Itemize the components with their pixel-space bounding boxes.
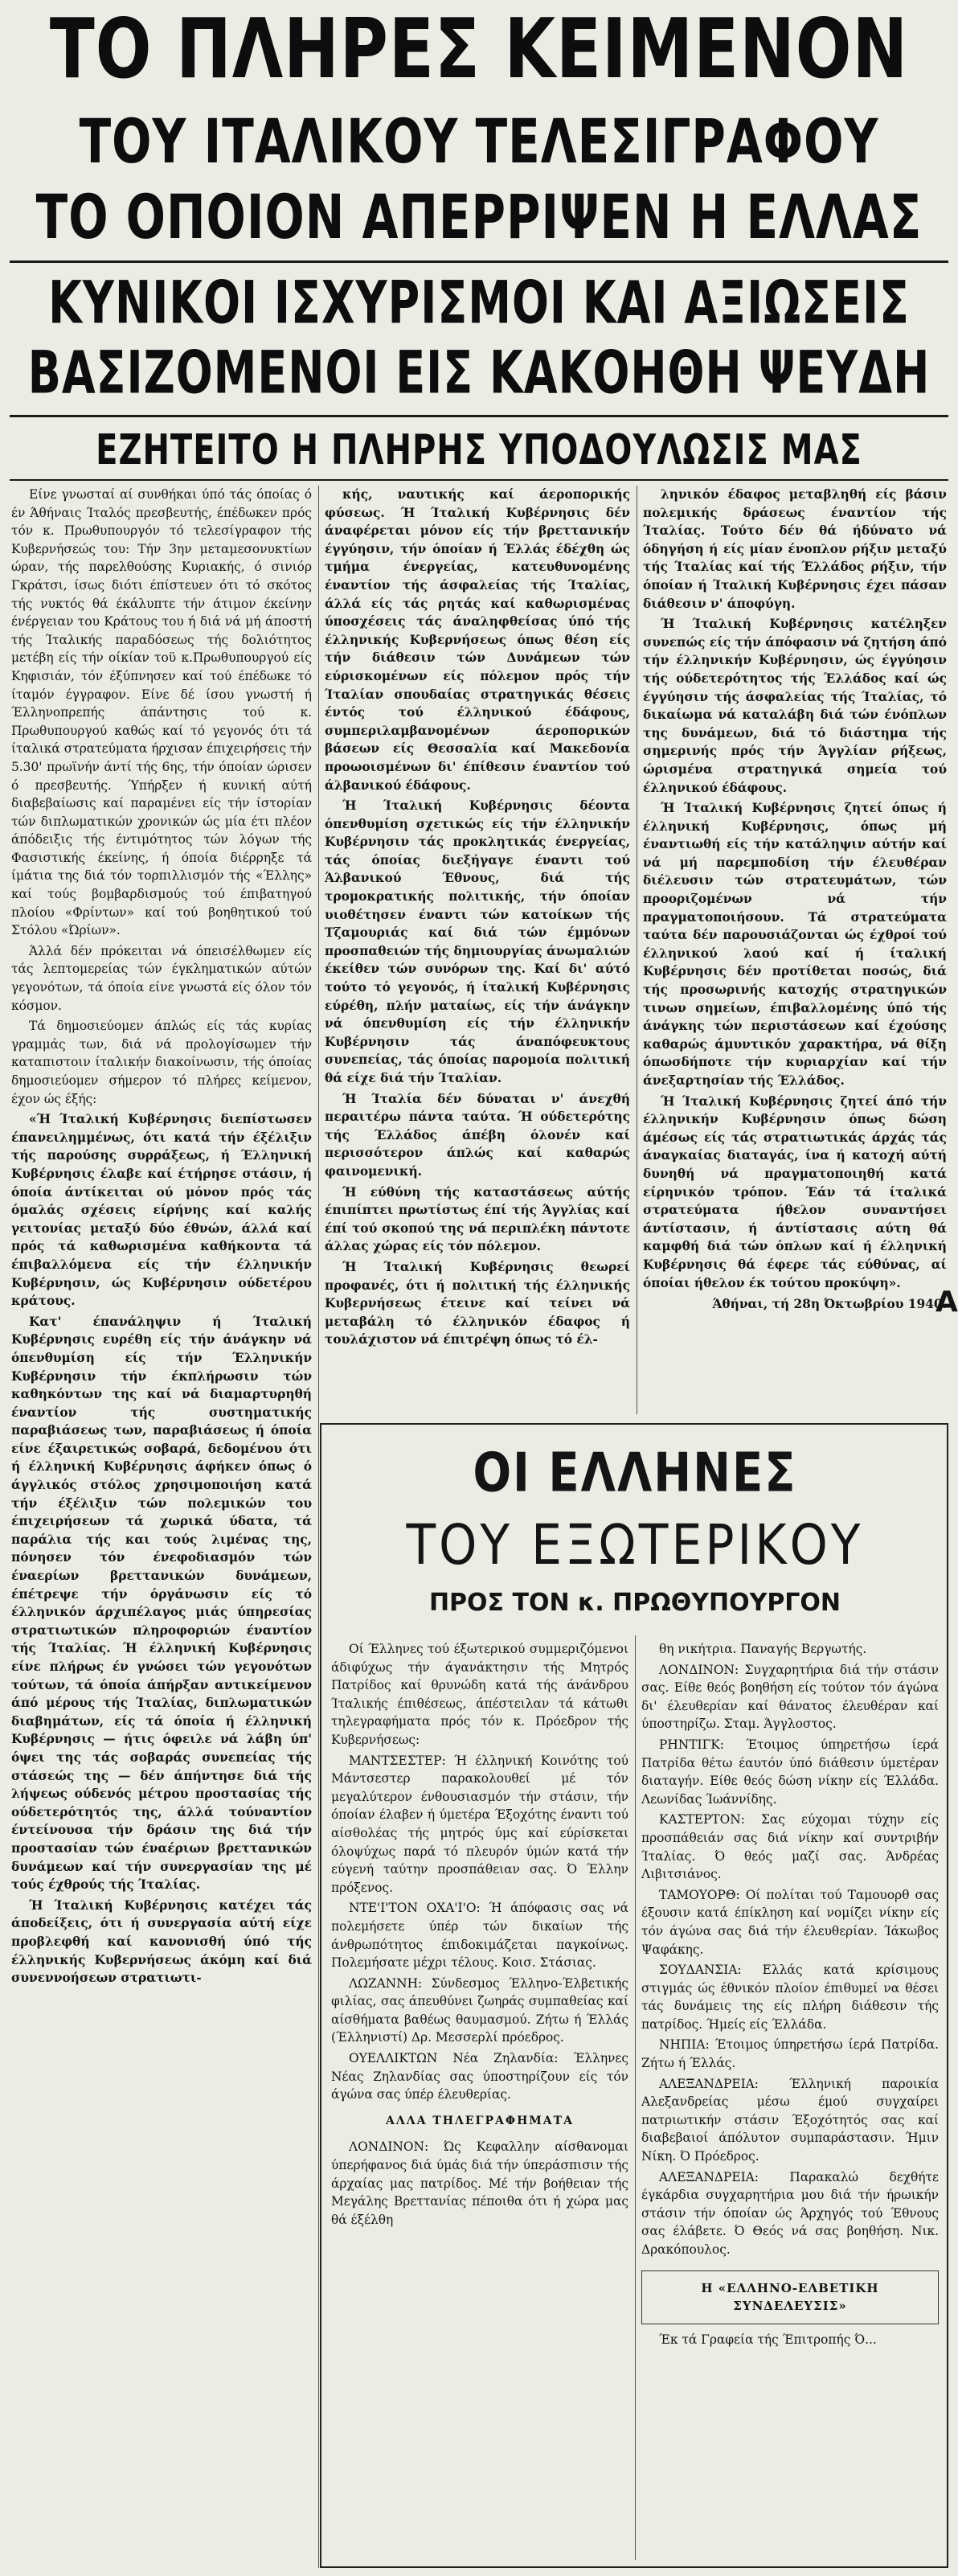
article-paragraph: Κατ' έπανάληψιν ή Ίταλική Κυβέρνησις ευρέθη είς τήν άνάγκην νά όπενθυμίση είς τήν Έλληνικήν Κυβέρνησιν τήν έκπλήρωσιν τών καθηκόντων της καί νά διαμαρτυρηθή έναντίον τής συστηματικής παραβιάσεως των, παραβιάσεως ή όποία είνε έξαιρετικώς σοβαρά, δεδομένου ότι ή έλληνική Κυβέρνησις άφήκεν όπως ό άγγλικός στόλος χρησιμοποιήση κατά τήν έξέλιξιν τών πολεμικών του έπιχειρήσεων τά χωρικά ύδατα, τά παράλια τής και τούς λιμένας της, πόνησεν τόν ένεφοδιασμόν τών έναερίων βρεττανικών δυνάμεων, έπέτρεψε τήν όργάνωσιν είς τό έλληνικόν άρχιπέλαγος μιάς ύπηρεσίας στρατιωτικών πληροφοριών έναντίον τής Ίταλίας. Ή έλληνική Κυβέρνησις είνε πλήρως έν γνώσει τών γεγονότων τούτων, τά όποία άπήρξαν αντικείμενον άπό μέρους τής Ίταλίας, διπλωματικών διαβημάτων, είς τά όποία ή έλληνική Κυβέρνησις — ήτις όφειλε νά λάβη ύπ' όψει της τάς σοβαράς συνεπείας τής στάσεώς της — δέν άπήντησε διά τής λήψεως ούδενός μέτρου προστασίας τής ούδετερότητός της, άλλά τούναντίον έντείνουσα τήν δράσιν της διά τήν προστασίαν τών έναέριων βρεττανικών δυνάμεων καί τήν συνεργασίαν της μέ τούς έχθρούς τής Ίταλίας. [11,1314,312,1893]
article-column-3 [643,486,947,1414]
box-paragraph: Έκ τά Γραφεία τής Έπιτροπής Ό... [659,2332,877,2347]
article-paragraph: «Ή Ίταλική Κυβέρνησις διεπίστωσεν έπανειλημμένως, ότι κατά τήν έξέλιξιν τής παρούσης συρράξεως, ή Έλληνική Κυβέρνησις έλαβε καί έτήρησε στάσιν, ή όποία άντίκειται ού μόνον πρός τάς όμαλάς σχέσεις είρήνης καί καλής γειτονίας μεταξύ δύο έθνών, άλλά καί πρός τά καθωρισμένα καθήκοντα τά έπιβαλλόμενα είς τήν έλληνικήν Κυβέρνησιν, ώς Κυβέρνησιν ούδετέρου κράτους. [11,1112,312,1309]
box-paragraph: ΑΛΕΞΑΝΔΡΕΙΑ: Έλληνική παροικία Αλεξανδρείας μέσω έμού συγχαίρει πατριωτικήν στάσιν Έξοχότητός σας καί διαβεβαιοί άπόλυτον συμπαράστασιν. Ήμιν Νίκη. Ό Πρόεδρος. [641,2076,939,2164]
headline-line-2: ΤΟΥ ΙΤΑΛΙΚΟΥ ΤΕΛΕΣΙΓΡΑΦΟΥ [79,105,879,178]
society-heading-box: Η «ΕΛΛΗΝΟ-ΕΛΒΕΤΙΚΗ ΣΥΝΔΕΛΕΥΣΙΣ» [641,2270,939,2324]
box-paragraph: ΜΑΝΤΣΕΣΤΕΡ: Ή έλληνική Κοινότης τού Μάντσεστερ παρακολουθεί μέ τόν μεγαλύτερον ένθουσιασμόν τήν στάσιν, τήν όποίαν έλαβεν ή ύμετέρα Έξοχότης έναντι τού αίσθολέας τής μητρός ύμς καί εύρίσκεται όλοψύχως παρά τό πλευρόν ύμών κατά τήν εύγενή ταύτην προσπάθειαν σας. Ό Έλλην πρόξενος. [331,1753,628,1895]
article-paragraph: Ή εύθύνη τής καταστάσεως αύτής έπιπίπτει πρωτίστως έπί τής Άγγλίας καί έπί τού σκοπού της νά περιπλέκη πάντοτε άλλας χώρας είς τόν πόλεμον. [325,1184,630,1254]
article-paragraph: ληνικόν έδαφος μεταβληθή είς βάσιν πολεμικής δράσεως έναντίον τής Ίταλίας. Τούτο δέν θά ήδύνατο νά όδηγήση ή είς μίαν ένοπλον ρήξιν μεταξύ τής Ίταλίας καί τής Έλλάδος ρήξιν, τήν όποίαν ή Ίταλική Κυβέρνησις έχει πάσαν διάθεσιν ν' άποφύγη. [643,487,947,611]
box-paragraph: ΚΑΣΤΕΡΤΟΝ: Σας εύχομαι τύχην είς προσπάθειάν σας διά νίκην καί συντριβήν Ίταλίας. Ό θεός μαζί σας. Άνδρέας Λιβιτσιάνος. [641,1812,939,1882]
article-paragraph: Τά δημοσιεύομεν άπλώς είς τάς κυρίας γραμμάς των, διά νά προλογίσωμεν τήν καταπιστοιν ίταλικήν διακοίνωσιν, τής όποίας δημοσιεύομεν σήμερον τό πλήρες κείμενον, έχον ώς έξής: [11,1019,312,1106]
headline-divider [10,479,948,481]
box-column-1 [331,1640,628,2557]
box-subheading: ΑΛΛΑ ΤΗΛΕΓΡΑΦΗΜΑΤΑ [386,2114,574,2127]
box-column-2 [641,1640,939,2557]
article-paragraph: Ή Ίταλία δέν δύναται ν' άνεχθή περαιτέρω πάντα ταύτα. Ή ούδετερότης τής Έλλάδος άπέβη όλονέν καί περισσότερον άπλώς καί καθαρώς φαινομενική. [325,1091,630,1179]
box-paragraph: θη νικήτρια. Παναγής Βεργωτής. [659,1642,867,1656]
box-paragraph: ΝΗΠΙΑ: Έτοιμος ύπηρετήσω ίερά Πατρίδα. Ζήτω ή Έλλάς. [641,2037,939,2071]
column-divider [318,486,319,2568]
box-paragraph: ΤΑΜΟΥΟΡΘ: Οί πολίται τού Ταμουορθ σας έξουσιν κατά έπίκληση καί νομίζει νίκην είς τόν άγώνα σας διά τήν έλευθερίαν. Ίάκωβος Ψαφάκης. [641,1887,939,1957]
article-paragraph: Ή Ίταλική Κυβέρνησις ζητεί όπως ή έλληνική Κυβέρνησις, όπως μή έναντιωθή είς τήν κατάληψιν αύτήν καί νά μή παρεμποδίση τήν έλευθέραν διέλευσιν τών στρατευμάτων, τών προοριζομένων νά τήν πραγματοποιήσουν. Τά στρατεύματα ταύτα δέν παρουσιάζονται ώς έχθροί τού έλληνικού λαού καί ή ίταλική Κυβέρνησις δέν προτίθεται ποσώς, διά τής προσωρινής κατοχής στρατηγικών τινων σημείων, έπιβαλλομένης ύπό τής άνάγκης τών περιστάσεων καί έχούσης καθαρώς άμυντικόν χαρακτήρα, νά θίξη όπωσδήποτε τήν κυριαρχίαν καί τήν άνεξαρτησίαν τής Έλλάδος. [643,801,947,1088]
box-paragraph: ΛΩΖΑΝΝΗ: Σύνδεσμος Έλληνο-Έλβετικής φιλίας, σας άπευθύνει ζωηράς συμπαθείας καί αίσθήματα βαθέως θαυμασμού. Ζήτω ή Έλλάς (Έλληνιστί) Δρ. Μεσσερλί πρόεδρος. [331,1975,628,2045]
headline-line-6: ΕΖΗΤΕΙΤΟ Η ΠΛΗΡΗΣ ΥΠΟΔΟΥΛΩΣΙΣ ΜΑΣ [96,426,862,474]
box-paragraph: ΑΛΕΞΑΝΔΡΕΙΑ: Παρακαλώ δεχθήτε έγκάρδια συγχαρητήρια μου διά τήν ήρωικήν στάσιν τήν όποίαν ώς Άρχηγός τού Έθνους σας έλάβετε. Ό Θεός νά σας βοηθήση. Νικ. Δρακόπουλος. [641,2169,939,2257]
article-paragraph: Ή Ίταλική Κυβέρνησις κατέληξεν συνεπώς είς τήν άπόφασιν νά ζητήση άπό τήν έλληνικήν Κυβέρνησιν, ώς έγγύησιν τής ούδετερότητος τής Έλλάδος καί ώς έγγύησιν τής άσφαλείας τής Ίταλίας, τό δικαίωμα νά καταλάβη διά τών ένόπλων της δυνάμεων, διά τό διάστημα τής σημερινής πρός τήν Άγγλίαν ρήξεως, ώρισμένα στρατηγικά σημεία τού έλληνικού έδάφους. [643,617,947,795]
greeks-abroad-box [320,1423,948,2568]
box-title: ΟΙ ΕΛΛΗΝΕΣ [473,1442,797,1505]
box-paragraph: ΛΟΝΔΙΝΟΝ: Συγχαρητήρια διά τήν στάσιν σας. Είθε θεός βοηθήση είς τούτον τόν άγώνα δι' έλευθερίαν καί θάνατος έλευθέραν καί ύποστηρίζω. Σταμ. Άγγλοστος. [641,1662,939,1732]
article-paragraph: Άλλά δέν πρόκειται νά όπεισέλθωμεν είς τάς λεπτομερείας τών έγκληματικών αύτών γεγονότων, τά όποία είνε γνωστά είς όλον τόν κόσμον. [11,943,312,1013]
article-paragraph: Ή Ίταλική Κυβέρνησις κατέχει τάς άποδείξεις, ότι ή συνεργασία αύτή είχε προβλεφθή καί κανονισθή ύπό τής έλληνικής Κυβερνήσεως άκόμη καί διά συνεννοήσεων στρατιωτι- [11,1897,312,1986]
box-subtitle: ΠΡΟΣ ΤΟΝ κ. ΠΡΩΘΥΠΟΥΡΓΟΝ [428,1589,841,1617]
article-paragraph: Είνε γνωσταί αί συνθήκαι ύπό τάς όποίας ό έν Άθήναις Ίταλός πρεσβευτής, έπέδωκεν πρός τόν κ. Πρωθυπουργόν τό τελεσίγραφον τής Κυβερνήσεώς του: Τήν 3ην μεταμεσονυκτίων ώραν, τής παρελθούσης Κυριακής, ό σινιόρ Γκράτσι, ίσως διότι έπίστευεν ότι τό σκότος τής νυκτός θά έκάλυπτε τήν άτιμον έκείνην ένέργειαν του Κράτους του ή διά νά μή άποστή τής Ίταλικής παραδόσεως τής δολιότητος μετέβη είς τήν οίκίαν τοϋ κ.Πρωθυπουργού είς Κηφισιάν, τόν έξύπνησεν καί τού έπέδωκε τό ίταμόν έγγραφον. Είνε δέ ίσου γνωστή ή Έλληνοπρεπής άπάντησις τού κ. Πρωθυπουργού καθώς καί τό γεγονός ότι τά ίταλικά στρατεύματα ήρχισαν έπιχειρήσεις τήν 5.30' πρωϊνήν άντί τής 6ης, τήν όποίαν ώρισεν ό πρεσβευτής. Ύπήρξεν ή κυνική αύτή διαβεβαίωσις καί παραμένει είς τήν ίστορίαν τών διπλωματικών χρονικών ώς μία έτι πλέον άπόδειξις τής έντιμότητος τών λόγων τής Φασιστικής έκείνης, ή όποία διέρρηξε τά ίμάτια της διά τόν τορπιλλισμόν τής «Έλλης» καί τούς βομβαρδισμούς τού έπιβατηγού πλοίου «Φρίντων» καί τού βοηθητικού τού Στόλου «Ώρίων». [11,487,312,938]
column-divider [635,1635,636,2560]
article-column-1 [11,486,312,2568]
article-column-2 [325,486,630,1414]
box-title-line-2: ΤΟΥ ΕΞΩΤΕΡΙΚΟΥ [406,1512,864,1578]
article-paragraph: Ή Ίταλική Κυβέρνησις δέοντα όπενθυμίση σχετικώς είς τήν έλληνικήν Κυβέρνησιν τάς προκλητικάς ένεργείας, τάς όποίας διεξήγαγε έναντι τού Άλβανικού Έθνους, διά τής τρομοκρατικής πολιτικής, τήν όποίαν υιοθέτησεν έναντι τών κατοίκων τής Τζαμουριάς καί διά τών έμμόνων προσπαθειών τής δημιουργίας άνωμαλιών έκείθεν τών συνόρων της. Καί δι' αύτό τούτο τό γεγονός, ή ίταλική Κυβέρνησις εύρέθη, πλήν ματαίως, είς τήν άνάγκην νά όπενθυμίση είς τήν έλληνικήν Κυβέρνησιν τάς άναπόφευκτους συνεπείας, τάς όποίας παρομοία πολιτική θά είχε διά τήν Ίταλίαν. [325,798,630,1085]
headline-main: ΤΟ ΠΛΗΡΕΣ ΚΕΙΜΕΝΟΝ [49,2,909,97]
article-paragraph: κής, ναυτικής καί άεροπορικής φύσεως. Ή Ίταλική Κυβέρνησις δέν άναφέρεται μόνον είς τήν βρεττανικήν έγγύησιν, τήν όποίαν ή Έλλάς έδέχθη ώς τμήμα ένεργείας, κατευθυνομένης έναντίον τής άσφαλείας τής Ίταλίας, άλλά είς τάς ρητάς καί καθωρισμένας ύποσχέσεις τάς άναληφθείσας ύπό τής έλληνικής Κυβερνήσεως όπως θέση είς τήν διάθεσιν τών Δυνάμεων τών εύρισκομένων είς πόλεμον πρός τήν Ίταλίαν σπουδαίας στρατηγικάς θέσεις έντός τού έλληνικού έδάφους, συμπεριλαμβανομένων άεροπορικών βάσεων είς Θεσσαλία καί Μακεδονία προωοισμένων δι' έπίθεσιν έναντίον τού άλβανικού έδάφους. [325,487,630,793]
headline-line-3: ΤΟ ΟΠΟΙΟΝ ΑΠΕΡΡΙΨΕΝ Η ΕΛΛΑΣ [35,181,923,253]
headline-line-4: ΚΥΝΙΚΟΙ ΙΣΧΥΡΙΣΜΟΙ ΚΑΙ ΑΞΙΩΣΕΙΣ [48,268,910,337]
box-paragraph: ΣΟΥΔΑΝΣΙΑ: Ελλάς κατά κρίσιμους στιγμάς ώς έθνικόν πλοίον έπιθυμεί να θέσει τάς δυνάμεις της είς πλήρη διάθεσιν τής πατρίδος. Ήμείς είς Έλλάδα. [641,1963,939,2032]
box-paragraph: ΡΗΝΤΙΓΚ: Έτοιμος ύπηρετήσω ίερά Πατρίδα θέτω έαυτόν ύπό διάθεσιν ύμετέραν διαταγήν. Είθε θεός δώση νίκην είς Έλλάδα. Λεωνίδας Ίωάννίδης. [641,1737,939,1807]
article-paragraph: Ή Ίταλική Κυβέρνησις ζητεί άπό τήν έλληνικήν Κυβέρνησιν όπως δώση άμέσως είς τάς στρατιωτικάς άρχάς τάς άναγκαίας διαταγάς, ίνα ή κατοχή αύτή δυνηθή νά πραγματοποιηθή κατά είρηνικόν τρόπον. Έάν τά ίταλικά στρατεύματα ήθελον συναντήσει άντίστασιν, ή άντίστασις αύτη θά καμφθή διά τών όπλων καί ή έλληνική Κυβέρνησις θά έφερε τάς εύθύνας, αί όποίαι ήθελον έκ τούτου προκύψη». [643,1093,947,1290]
headline-line-5: ΒΑΣΙΖΟΜΕΝΟΙ ΕΙΣ ΚΑΚΟΗΘΗ ΨΕΥΔΗ [27,338,931,407]
article-paragraph: Ή Ίταλική Κυβέρνησις θεωρεί προφανές, ότι ή πολιτική τής έλληνικής Κυβερνήσεως έτεινε καί τείνει νά μεταβάλη τό έλληνικόν έδαφος ή τουλάχιστον νά έπιτρέψη όπως τό έλ- [325,1259,630,1347]
article-dateline: Άθήναι, τή 28η Όκτωβρίου 1940. [712,1297,947,1312]
adjacent-column-fragment: Α [935,1286,958,1319]
box-paragraph: ΟΥΕΛΛΙΚΤΩΝ Νέα Ζηλανδία: Έλληνες Νέας Ζηλανδίας σας ύποστηρίζουν είς τόν άγώνα σας ύπέρ έλευθερίας. [331,2051,628,2102]
box-paragraph: ΛΟΝΔΙΝΟΝ: Ώς Κεφαλλην αίσθανομαι ύπερήφανος διά ύμάς διά τήν ύπεράσπισιν τής άρχαίας μας πατρίδος. Μέ τήν βοήθειαν τής Μεγάλης Βρεττανίας πέποιθα ότι ή χώρα μας θά έξέλθη [331,2139,628,2227]
box-paragraph: ΝΤΕ'Ι'ΤΟΝ ΟΧΑ'Ι'Ο: Ή άπόφασις σας νά πολεμήσετε ύπέρ τών δικαίων τής άνθρωπότητος έπιδοκιμάζεται παγκοίνως. Πολεμήσατε μέχρι τέλους. Κοισ. Στάσιας. [331,1901,628,1971]
box-paragraph: Οί Έλληνες τού έξωτερικού συμμεριζόμενοι άδιφύχως τήν άγανάκτησιν τής Μητρός Πατρίδος καί θρυνώδη κατά τής άνάνδρου Ίταλικής έπιθέσεως, άπέστειλαν τά κάτωθι τηλεγραφήματα πρός τόν κ. Πρόεδρον τής Κυβερνήσεως: [331,1642,628,1747]
